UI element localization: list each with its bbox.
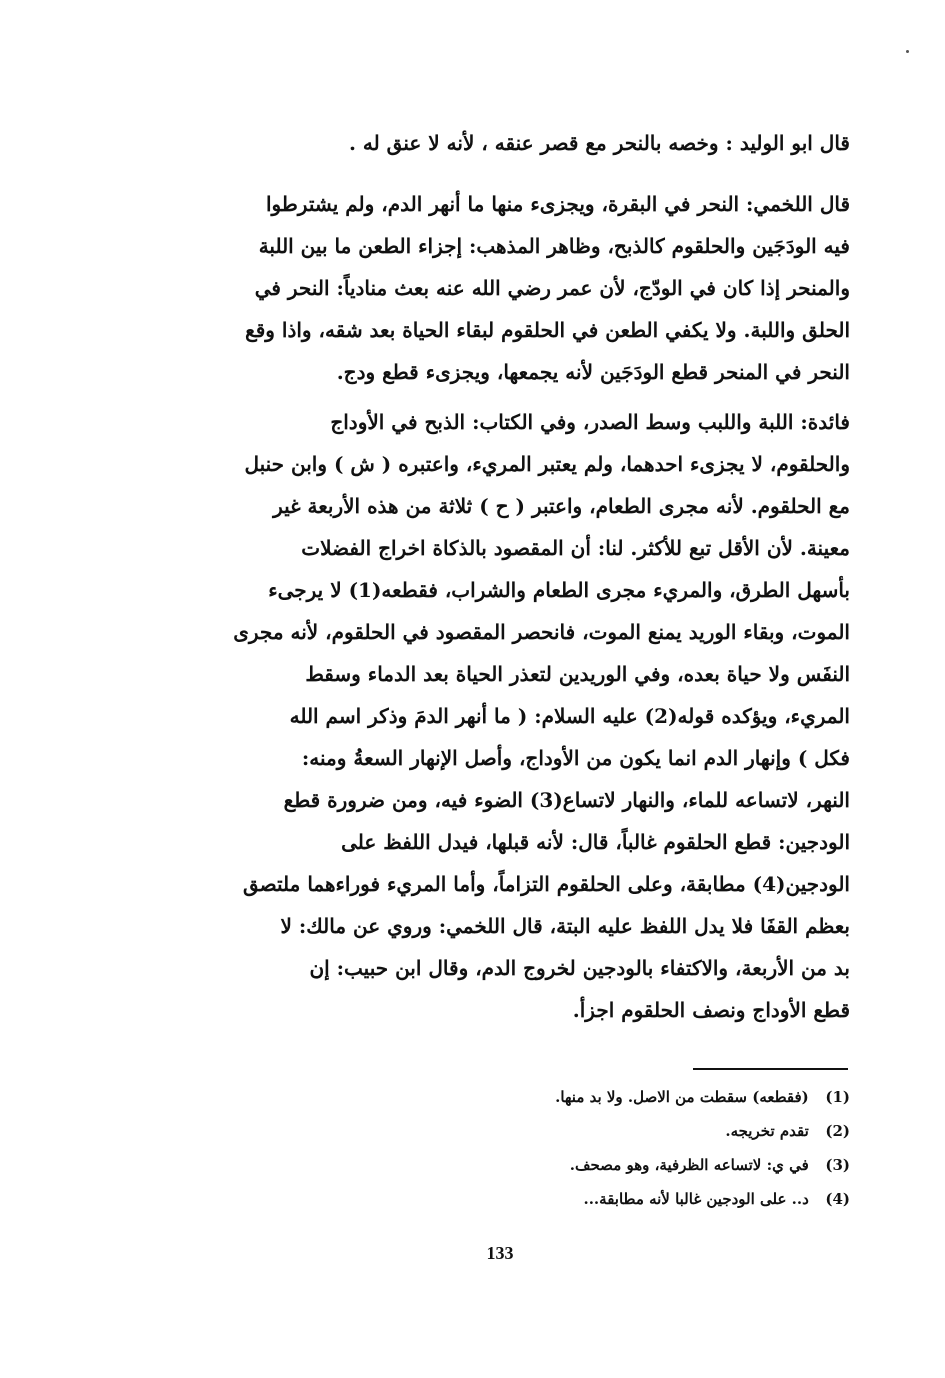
text-line: النحر في المنحر قطع الودَجَين لأنه يجمعها، ويجزىء قطع ودج. (336, 360, 850, 384)
text-line: بأسهل الطرق، والمريء مجرى الطعام والشراب، فقطعه(1) لا يرجىء (268, 578, 850, 602)
footnote-number: (3) (825, 1156, 850, 1174)
text-line: والمنحر إذا كان في الودّج، لأن عمر رضي الله عنه بعث منادياً: النحر في (254, 276, 850, 300)
scan-speck (906, 50, 909, 53)
text-line: فيه الودَجَين والحلقوم كالذبح، وظاهر المذهب: إجزاء الطعن ما بين اللبة (258, 234, 850, 258)
footnote-text: (فقطعه) سقطت من الاصل. ولا بد منها. (555, 1088, 809, 1106)
text-line: قال اللخمي: النحر في البقرة، ويجزىء منها ما أنهر الدم، ولم يشترطوا (265, 192, 850, 216)
footnote-text: في ي: لاتساعه الظرفية، وهو مصحف. (569, 1156, 809, 1174)
text-line: فكل ) وإنهار الدم انما يكون من الأوداج، وأصل الإنهار السعةُ ومنه: (301, 746, 850, 770)
text-line: والحلقوم، لا يجزىء احدهما، ولم يعتبر المريء، واعتبره ( ش ) وابن حنبل (244, 452, 850, 476)
text-line: النهر، لاتساعه للماء، والنهار لاتساع(3) الضوء فيه، ومن ضرورة قطع (283, 788, 850, 812)
paragraph-3 (150, 401, 850, 1031)
footnote-number: (4) (825, 1190, 850, 1208)
footnotes (300, 1080, 850, 1216)
paragraph-1 (150, 122, 850, 164)
footnote-text: تقدم تخريجه. (725, 1122, 809, 1140)
text-line: بعظم القفَا فلا يدل اللفظ عليه البتة، قال اللخمي: وروي عن مالك: لا (280, 914, 850, 938)
page-number: 133 (486, 1243, 514, 1263)
footnote-number: (2) (825, 1122, 850, 1140)
text-line: قال ابو الوليد : وخصه بالنحر مع قصر عنقه ، لأنه لا عنق له . (348, 131, 850, 155)
footnote-text: د.. على الودجين غالبا لأنه مطابقة... (583, 1190, 809, 1208)
text-line: قطع الأوداج ونصف الحلقوم اجزأ. (572, 998, 850, 1022)
paragraph-2 (150, 183, 850, 393)
text-line: معينة. لأن الأقل تبع للأكثر. لنا: أن المقصود بالذكاة اخراج الفضلات (301, 536, 850, 560)
text-line: النفَس ولا حياة بعده، وفي الوريدين لتعذر الحياة بعد الدماء وسقط (305, 662, 850, 686)
footnote-3 (300, 1148, 850, 1182)
footnote-1 (300, 1080, 850, 1114)
text-line: الموت، وبقاء الوريد يمنع الموت، فانحصر المقصود في الحلقوم، لأنه مجرى (233, 620, 850, 644)
text-line: مع الحلقوم. لأنه مجرى الطعام، واعتبر ( ح ) ثلاثة من هذه الأربعة غير (273, 494, 850, 518)
text-line: بد من الأربعة، والاكتفاء بالودجين لخروج الدم، وقال ابن حبيب: إن (309, 956, 850, 980)
footnote-4 (300, 1182, 850, 1216)
text-line: المريء، ويؤكده قوله(2) عليه السلام: ( ما أنهر الدمَ وذكر اسم الله (289, 704, 850, 728)
text-line: الحلق واللبة. ولا يكفي الطعن في الحلقوم لبقاء الحياة بعد شقه، واذا وقع (245, 318, 850, 342)
footnote-number: (1) (825, 1088, 850, 1106)
text-line: فائدة: اللبة واللبب وسط الصدر، وفي الكتاب: الذبح في الأوداج (330, 410, 850, 434)
footnote-2 (300, 1114, 850, 1148)
text-line: الودجين(4) مطابقة، وعلى الحلقوم التزاماً، وأما المريء فوراءهما ملتصق (242, 872, 850, 896)
text-line: الودجين: قطع الحلقوم غالباً، قال: لأنه قبلها، فيدل اللفظ على (341, 830, 850, 854)
footnote-separator (693, 1068, 848, 1070)
